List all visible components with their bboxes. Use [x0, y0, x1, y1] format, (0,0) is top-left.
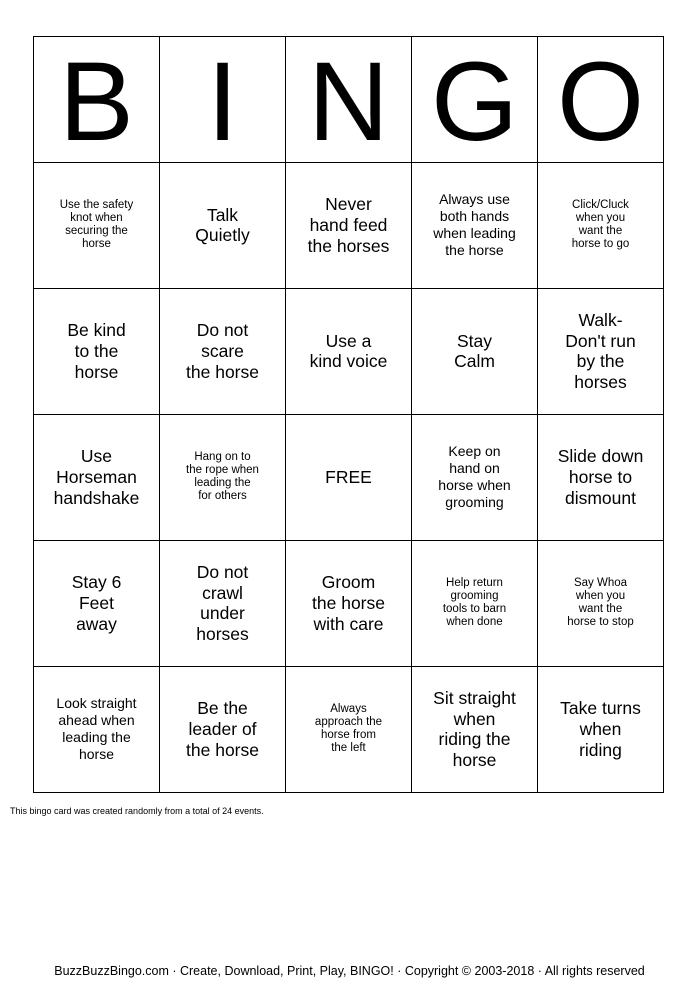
square-text: Talk Quietly [195, 204, 250, 246]
card-row-1 [34, 163, 664, 289]
bingo-square [286, 541, 412, 667]
card-footnote: This bingo card was created randomly from a total of 24 events. [10, 806, 264, 816]
bingo-square [34, 289, 160, 415]
square-text: Be the leader of the horse [186, 698, 259, 760]
square-text: FREE [325, 466, 372, 487]
bingo-square [160, 415, 286, 541]
bingo-square [34, 541, 160, 667]
bingo-square [412, 163, 538, 289]
card-row-3 [34, 415, 664, 541]
header-letter-i: I [160, 37, 286, 163]
square-text: Hang on to the rope when leading the for others [186, 450, 259, 503]
bingo-square [160, 163, 286, 289]
square-text: Never hand feed the horses [307, 194, 390, 256]
bingo-square [286, 667, 412, 793]
square-text: Say Whoa when you want the horse to stop [567, 576, 634, 629]
bingo-square [538, 415, 664, 541]
square-text: Be kind to the horse [67, 320, 126, 382]
bingo-square [412, 415, 538, 541]
bingo-square [286, 163, 412, 289]
square-text: Click/Cluck when you want the horse to go [571, 198, 630, 251]
bingo-square [538, 163, 664, 289]
square-text: Walk- Don't run by the horses [565, 309, 636, 392]
square-text: Use Horseman handshake [53, 446, 140, 508]
bingo-square [412, 289, 538, 415]
square-text: Always approach the horse from the left [314, 702, 383, 755]
bingo-square [34, 667, 160, 793]
header-letter-o: O [538, 37, 664, 163]
bingo-square [160, 667, 286, 793]
square-text: Do not crawl under horses [196, 561, 249, 644]
square-text: Groom the horse with care [312, 572, 385, 634]
bingo-card [33, 36, 664, 793]
square-text: Keep on hand on horse when grooming [438, 443, 511, 510]
bingo-square [34, 163, 160, 289]
square-text: Look straight ahead when leading the horse [56, 695, 137, 762]
bingo-square [34, 415, 160, 541]
header-row [34, 37, 664, 163]
bingo-square [160, 541, 286, 667]
square-text: Use a kind voice [309, 330, 388, 372]
header-letter-n: N [286, 37, 412, 163]
header-letter-g: G [412, 37, 538, 163]
card-row-5 [34, 667, 664, 793]
bingo-square [538, 541, 664, 667]
bingo-square [160, 289, 286, 415]
free-space [286, 415, 412, 541]
header-letter-b: B [34, 37, 160, 163]
bingo-square [412, 667, 538, 793]
card-row-4 [34, 541, 664, 667]
square-text: Stay 6 Feet away [71, 572, 122, 634]
bingo-square [538, 667, 664, 793]
square-text: Use the safety knot when securing the horse [59, 198, 134, 251]
square-text: Help return grooming tools to barn when done [442, 576, 507, 629]
square-text: Sit straight when riding the horse [433, 687, 516, 770]
square-text: Slide down horse to dismount [557, 446, 644, 508]
square-text: Do not scare the horse [186, 320, 259, 382]
square-text: Take turns when riding [560, 698, 641, 760]
bingo-square [412, 541, 538, 667]
square-text: Always use both hands when leading the horse [433, 191, 516, 258]
square-text: Stay Calm [454, 330, 495, 372]
page-footer: BuzzBuzzBingo.com · Create, Download, Print, Play, BINGO! · Copyright © 2003-2018 · All rights reserved [54, 964, 645, 978]
bingo-square [538, 289, 664, 415]
bingo-square [286, 289, 412, 415]
card-row-2 [34, 289, 664, 415]
